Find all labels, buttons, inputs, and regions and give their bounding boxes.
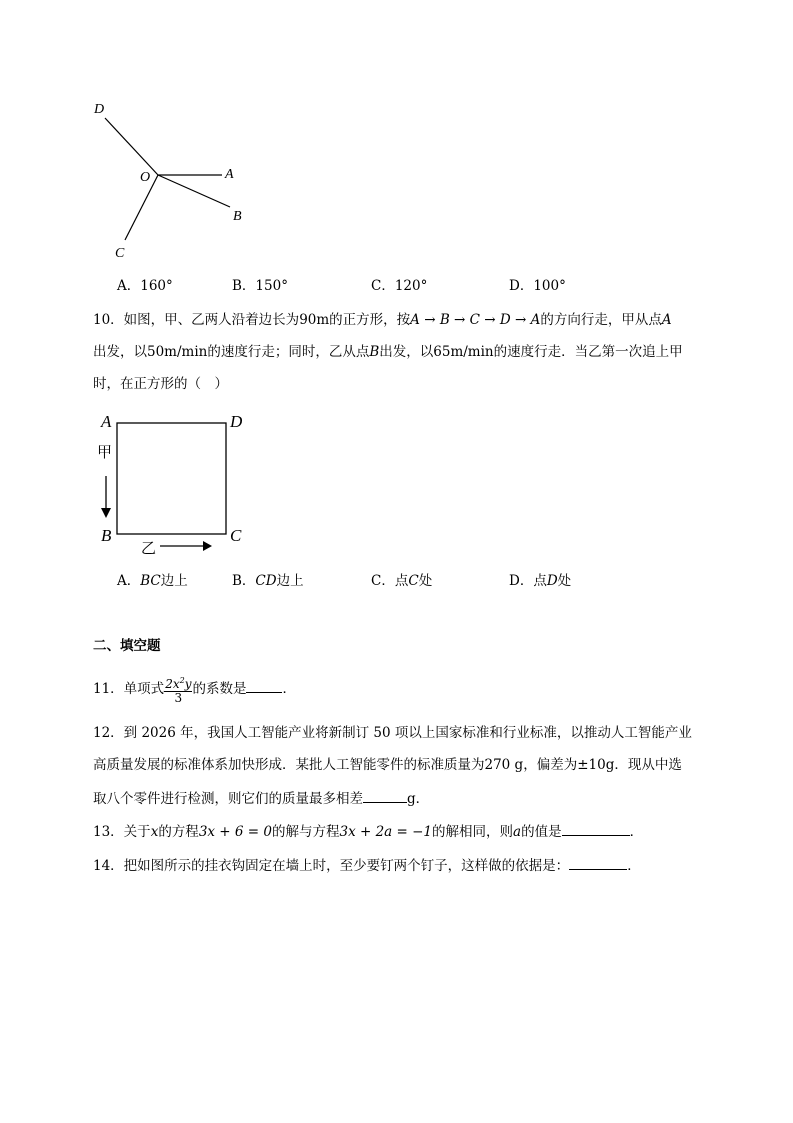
ray-ob	[158, 175, 230, 207]
q14: 14．把如图所示的挂衣钩固定在墙上时，至少要钉两个钉子，这样做的依据是： ．	[93, 855, 641, 875]
q10-line2: 出发，以50m/min的速度行走；同时，乙从点B出发，以65m/min的速度行走．当乙第一次追上甲	[93, 344, 683, 360]
q13-answer-blank[interactable]	[562, 821, 630, 836]
label-d: D	[94, 102, 105, 117]
arrow-yi-head	[203, 541, 212, 551]
square	[117, 423, 226, 534]
ray-od	[105, 118, 158, 175]
q12-answer-blank[interactable]	[363, 788, 407, 803]
q10-option-c[interactable]: C．点C处	[371, 573, 433, 589]
q10-line3: 时，在正方形的（ ）	[93, 376, 228, 392]
q9-option-c[interactable]: C．120°	[371, 278, 428, 294]
q12-line2: 高质量发展的标准体系加快形成．某批人工智能零件的标准质量为270 g，偏差为±10g．现从中选	[93, 757, 682, 773]
q10-line1: 10．如图，甲、乙两人沿着边长为90m的正方形，按A → B → C → D → A的方向行走，甲从点A	[93, 312, 672, 328]
q14-answer-blank[interactable]	[569, 855, 627, 870]
q9-option-b[interactable]: B．150°	[232, 278, 288, 294]
section2-title: 二、填空题	[93, 638, 161, 654]
label-a: A	[225, 167, 234, 182]
q10-option-d[interactable]: D．点D处	[509, 573, 572, 589]
sq-label-b: B	[101, 526, 112, 545]
label-b: B	[233, 209, 242, 224]
q11-answer-blank[interactable]	[246, 678, 282, 693]
arrow-jia-head	[101, 508, 111, 518]
q11: 11．单项式 $\frac{2x^2y}{3}$ 的系数是 ．	[93, 676, 296, 705]
sq-label-d: D	[230, 412, 243, 431]
sq-label-yi: 乙	[141, 539, 157, 557]
q9-option-a[interactable]: A．160°	[117, 278, 173, 294]
label-c: C	[115, 246, 125, 261]
square-figure	[95, 412, 245, 557]
q12-line3: 取八个零件进行检测，则它们的质量最多相差 g．	[93, 788, 429, 808]
angle-figure	[85, 95, 265, 270]
sq-label-jia: 甲	[97, 443, 113, 461]
q13: 13．关于x的方程3x + 6 = 0的解与方程3x + 2a = −1的解相同，则a的值是 ．	[93, 821, 643, 841]
sq-label-c: C	[230, 526, 242, 545]
q12-line1: 12．到 2026 年，我国人工智能产业将新制订 50 项以上国家标准和行业标准，以推动人工智能产业	[93, 725, 692, 741]
q11-fraction: $\frac{2x^2y}{3}$	[165, 676, 192, 705]
label-o: O	[140, 170, 151, 185]
q9-option-d[interactable]: D．100°	[509, 278, 566, 294]
q10-option-a[interactable]: A．BC边上	[117, 573, 188, 589]
sq-label-a: A	[101, 412, 112, 431]
q10-option-b[interactable]: B．CD边上	[232, 573, 304, 589]
